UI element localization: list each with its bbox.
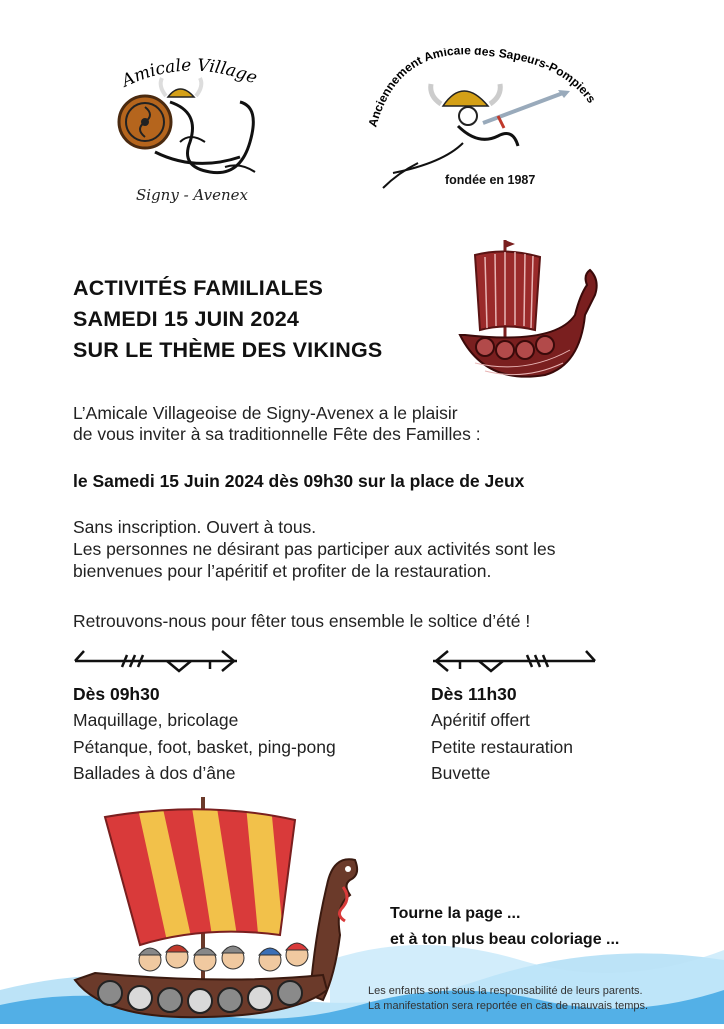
pompiers-logo-arc-text: Anciennement Amicale des Sapeurs-Pompiers — [365, 48, 599, 129]
viking-ship-illustration — [455, 235, 605, 390]
rune-divider-left — [72, 645, 242, 680]
schedule-left-title: Dès 09h30 — [73, 684, 160, 704]
schedule-left-item: Pétanque, foot, basket, ping-pong — [73, 736, 336, 757]
info-line2: Les personnes ne désirant pas participer aux activités sont les — [73, 539, 556, 559]
headline-line2: SAMEDI 15 JUIN 2024 — [73, 307, 300, 331]
invitation-text — [73, 403, 481, 445]
schedule-right-title: Dès 11h30 — [431, 684, 517, 704]
invitation-line1: L’Amicale Villageoise de Signy-Avenex a le plaisir — [73, 403, 458, 423]
schedule-left-item: Ballades à dos d’âne — [73, 763, 236, 783]
closing-text: Retrouvons-nous pour fêter tous ensemble le soltice d’été ! — [73, 611, 531, 631]
footer-notes — [368, 984, 648, 1014]
headline-line1: ACTIVITÉS FAMILIALES — [73, 276, 324, 300]
viking-longship-illustration — [65, 795, 365, 1024]
coloring-cta — [390, 901, 619, 953]
footer-line2: La manifestation sera reportée en cas de mauvais temps. — [368, 1000, 649, 1012]
headline — [73, 273, 382, 366]
info-text — [73, 516, 556, 582]
footer-line1: Les enfants sont sous la responsabilité de leurs parents. — [368, 985, 643, 997]
schedule-left — [73, 684, 336, 787]
info-line1: Sans inscription. Ouvert à tous. — [73, 517, 317, 537]
cta-line2: et à ton plus beau coloriage ... — [390, 931, 620, 948]
schedule-right-item: Petite restauration — [431, 736, 574, 757]
pompiers-logo-bottom-text: fondée en 1987 — [445, 173, 536, 187]
amicale-logo-bottom-text: Signy - Avenex — [136, 186, 248, 204]
schedule-right-item: Buvette — [431, 763, 491, 783]
headline-line3: SUR LE THÈME DES VIKINGS — [73, 338, 383, 362]
cta-line1: Tourne la page ... — [390, 905, 521, 922]
invitation-line2: de vous inviter à sa traditionnelle Fête des Familles : — [73, 424, 481, 444]
rune-divider-right — [428, 645, 598, 680]
logo-sapeurs-pompiers — [358, 48, 618, 198]
amicale-logo-arc-text: Amicale Village — [118, 55, 260, 92]
schedule-left-item: Maquillage, bricolage — [73, 710, 239, 730]
event-date-line: le Samedi 15 Juin 2024 dès 09h30 sur la place de Jeux — [73, 471, 525, 491]
info-line3: bienvenues pour l’apéritif et profiter de la restauration. — [73, 561, 492, 581]
logo-amicale-villageoise — [100, 52, 270, 222]
schedule-right — [431, 684, 573, 787]
schedule-right-item: Apéritif offert — [431, 710, 530, 730]
